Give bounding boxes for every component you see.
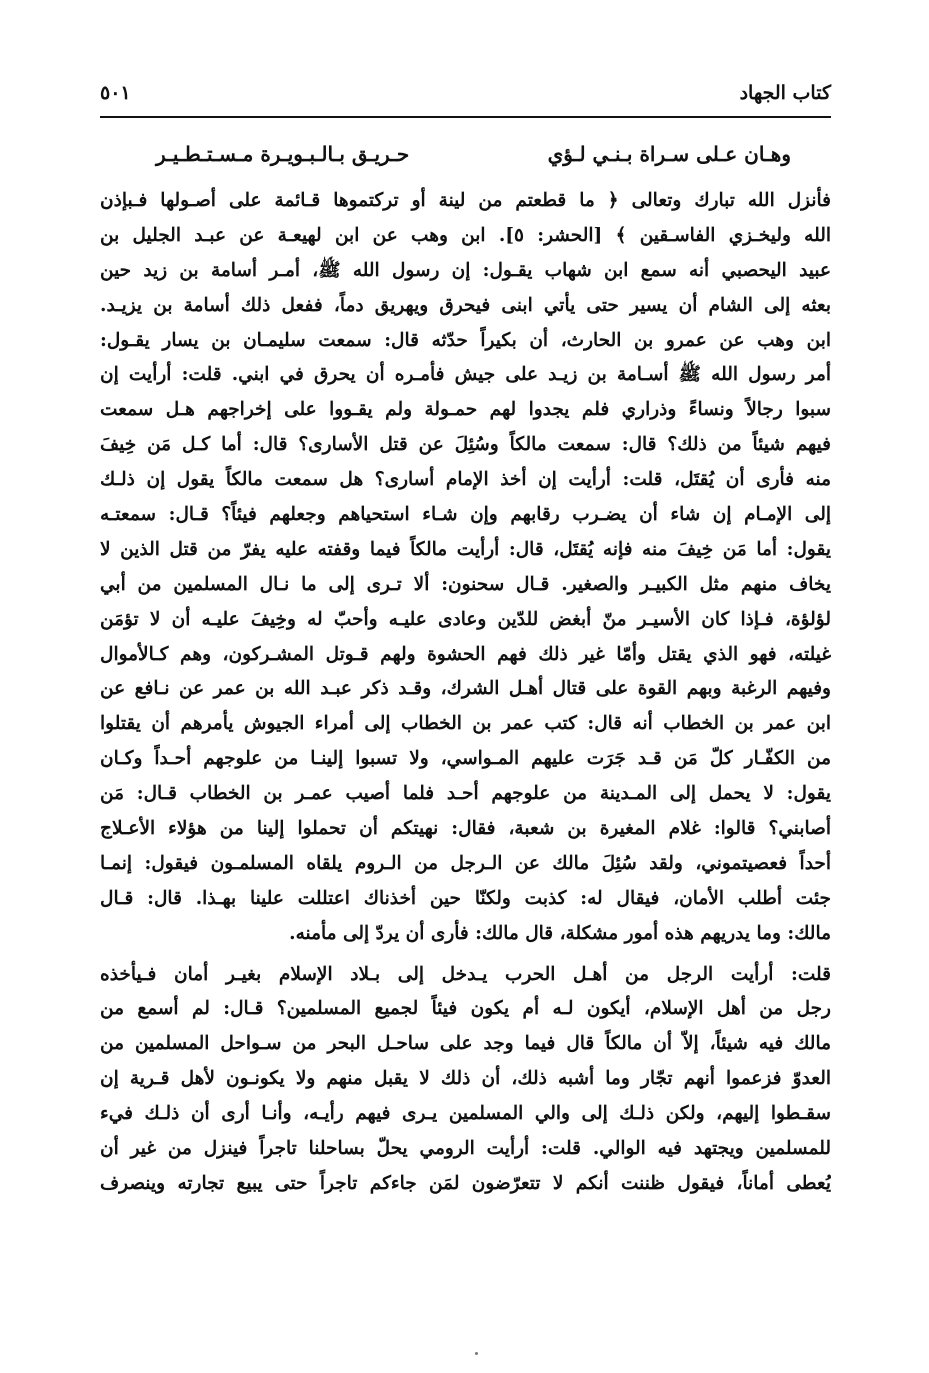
text-line: الله وليخـزي الفاسـقين ﴾ [الحشر: ٥]. ابن وهب عن ابن لهيعـة عن عبـد الجليل بن <box>100 224 831 246</box>
text-line: أصابني؟ قالوا: غلام المغيرة بن شعبة، فقال: نهيتكم أن تحملوا إلينا من هؤلاء الأعـلاج <box>100 818 831 840</box>
text-line: مالك فيه شيئاً، إلاّ أن مالكاً قال فيما وجد على ساحـل البحر من سـواحل المسلمين من <box>100 1033 831 1055</box>
text-line: مالك: وما يدريهم هذه أمور مشكلة، قال مالك: فأرى أن يردّ إلى مأمنه. <box>289 922 831 944</box>
text-line: غيلته، فهو الذي يقتل وأمّا غير ذلك فهم الحشوة ولهم قـوتل المشـركون، وهم كـالأموال <box>100 643 831 665</box>
body-text <box>100 184 831 1202</box>
text-line: وفيهم الرغبة وبهم القوة على قتال أهـل الشرك، وقـد ذكر عبـد الله بن عمر عن نـافع عن <box>100 678 831 700</box>
verse-first-hemistich: وهـان عـلى سـراة بـنـي لـؤي <box>547 142 791 166</box>
text-line: عبيد اليحصبي أنه سمع ابن شهاب يقـول: إن رسول الله ﷺ، أمـر أسامة بن زيد حين <box>100 259 831 281</box>
text-line: سقـطوا إليهم، ولكن ذلـك إلى والي المسلمين يـرى فيهم رأيـه، وأنـا أرى أن ذلـك فيء <box>100 1103 831 1125</box>
text-line: من الكفّـار كلّ مَن قـد جَرَت عليهم المـواسي، ولا تسبوا إلينـا من علوجهم أحـداً وكـان <box>100 748 831 770</box>
text-line: لؤلؤة، فـإذا كان الأسيـر منّ أبغض للدّين وعادى عليـه وأحبّ له وخِيفَ عليـه أن لا تؤمَن <box>100 608 831 630</box>
text-line: ابن عمر بن الخطاب أنه قال: كتب عمر بن الخطاب إلى أمراء الجيوش يأمرهم أن يقتلوا <box>100 713 831 735</box>
text-line: للمسلمين ويجتهد فيه الوالي. قلت: أرأيت الرومي يحلّ بساحلنا تاجراً فينزل من غير أن <box>100 1138 831 1160</box>
page-number: ٥٠١ <box>100 82 131 104</box>
text-line: يقول: لا يحمل إلى المـدينة من علوجهم أحـد فلما أصيب عمـر بن الخطاب قـال: مَن <box>100 783 831 805</box>
text-line: إلى الإمـام إن شاء أن يضـرب رقابهم وإن شـاء استحياهم وجعلهم فيئاً؟ قـال: سمعتـه <box>100 504 831 526</box>
text-line: العدوّ فزعموا أنهم تجّار وما أشبه ذلك، أن ذلك لا يقبل منهم ولا يكونـون لأهل قـرية إن <box>100 1068 831 1090</box>
text-line: ابن وهب عن عمرو بن الحارث، أن بكيراً حدّثه قال: سمعت سليمـان بن يسار يقـول: <box>100 329 831 351</box>
text-line: منه فأرى أن يُقتَل، قلت: أرأيت إن أخذ الإمام أسارى؟ هل سمعت مالكاً يقول إن ذلـك <box>100 469 831 491</box>
text-line: رجل من أهل الإسلام، أيكون لـه أم يكون فيئاً لجميع المسلمين؟ قـال: لم أسمع من <box>100 998 831 1020</box>
page-speck <box>475 1352 478 1355</box>
text-line: قلت: أرأيت الرجل من أهـل الحرب يـدخل إلى بـلاد الإسلام بغيـر أمان فـيأخذه <box>100 963 831 985</box>
text-line: يخاف منهم مثل الكبيـر والصغير. قـال سحنون: ألا تـرى إلى ما نـال المسلمين من أبي <box>100 573 831 595</box>
text-line: فيهم شيئاً من ذلك؟ قال: سمعت مالكاً وسُئِلَ عن قتل الأسارى؟ قال: أما كـل مَن خِيفَ <box>100 434 831 456</box>
running-title: كتاب الجهاد <box>739 82 831 104</box>
page-header <box>100 80 831 116</box>
header-rule <box>100 116 831 118</box>
text-line: أمر رسول الله ﷺ أسـامة بن زيـد على جيش فأمـره أن يحرق في ابني. قلت: أرأيت إن <box>100 364 831 386</box>
text-line: جئت أطلب الأمان، فيقال له: كذبت ولكنّا حين أخذناك اعتللت علينا بهـذا. قال: قـال <box>100 887 831 909</box>
text-line: يقول: أما مَن خِيفَ منه فإنه يُقتَل، قال: أرأيت مالكاً فيما وقفته عليه يفرّ من قتل الذين لا <box>100 538 831 560</box>
text-line: يُعطى أماناً، فيقول ظننت أنكم لا تتعرّضون لمَن جاءكم تاجراً حتى يبيع تجارته وينصرف <box>100 1172 831 1194</box>
text-line: بعثه إلى الشام أن يسير حتى يأتي ابنى فيحرق ويهريق دماً، ففعل ذلك أسامة بن يزيـد. <box>100 294 831 316</box>
text-line: فأنزل الله تبارك وتعالى ﴿ ما قطعتم من لينة أو تركتموها قـائمة على أصـولها فـبإذن <box>100 190 831 211</box>
verse-second-hemistich: حـريـق بـالـبـويـرة مـسـتـطـيـر <box>156 142 410 166</box>
text-line: أحداً فعصيتموني، ولقد سُئِلَ مالك عن الـرجل من الـروم يلقاه المسلمـون فيقول: إنمـا <box>100 852 831 874</box>
text-line: سبوا رجالاً ونساءً وذراري فلم يجدوا لهم حمـولة ولم يقـووا على إخراجهم هـل سمعت <box>100 399 831 421</box>
